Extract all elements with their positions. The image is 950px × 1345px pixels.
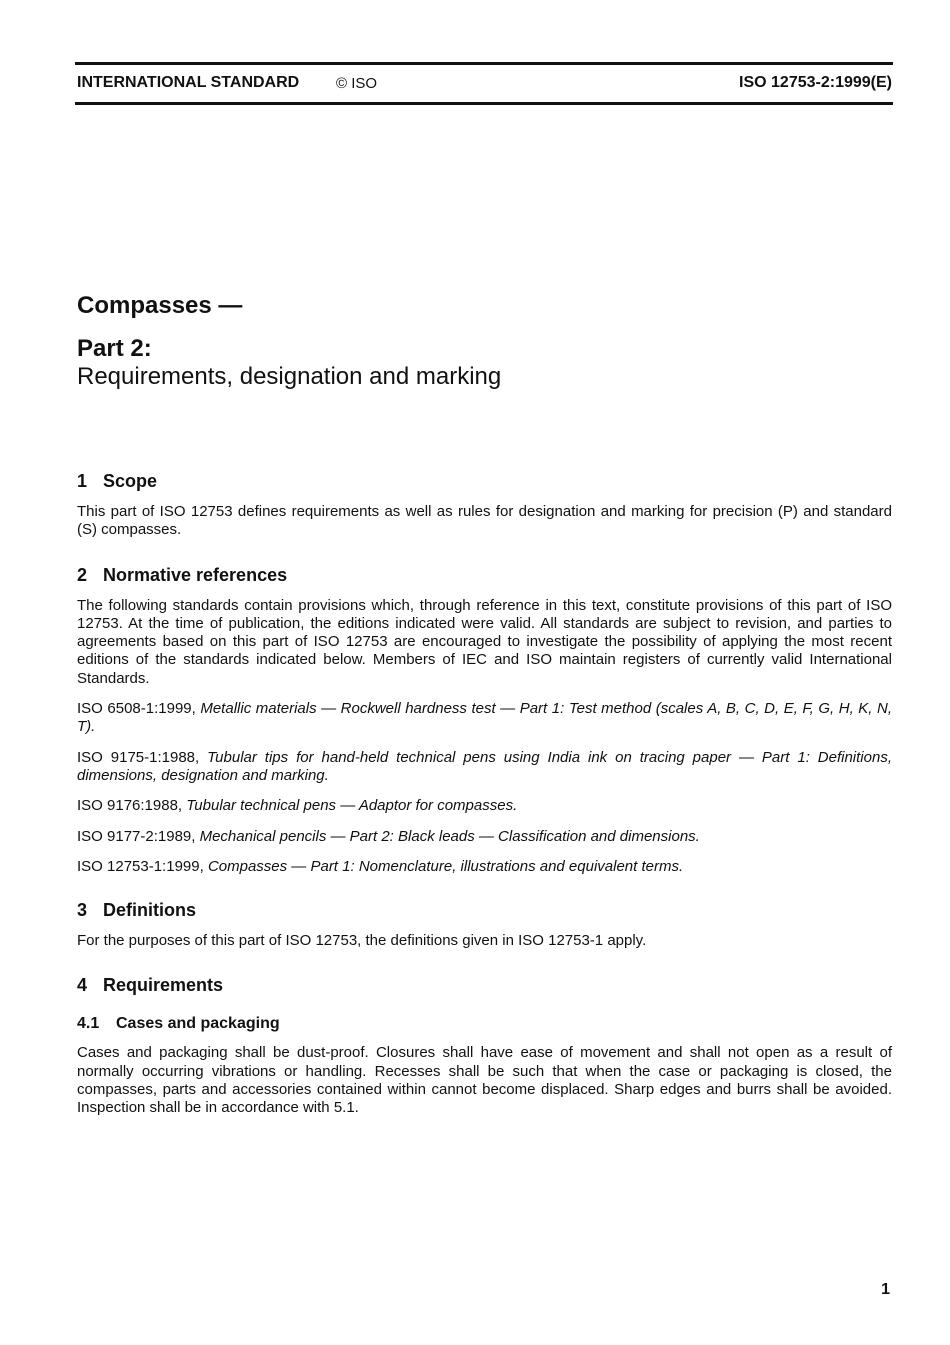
section-title: Requirements — [103, 975, 224, 996]
section-title: Definitions — [103, 900, 196, 921]
reference-title: Compasses — Part 1: Nomenclature, illustrations and equivalent terms. — [207, 857, 684, 875]
normative-intro-paragraph: The following standards contain provisions which, through reference in this text, constitute provisions of this part of ISO 12753. At the time of publication, the editions indicated were valid. All standards are subject to revision, and parties to agreements based on this part of ISO 12753 are encouraged to investigate the possibility of applying the most recent editions of the standards indicated below. Members of IEC and ISO maintain registers of currently valid International Standards. — [77, 596, 892, 687]
document-part: Part 2: — [77, 335, 152, 362]
reference-id: ISO 6508-1:1999, — [77, 700, 201, 718]
page-number: 1 — [881, 1281, 890, 1298]
reference-id: ISO 12753-1:1999, — [77, 857, 208, 875]
section-number: 3 — [77, 900, 88, 921]
subsection-heading-cases-packaging — [77, 1014, 892, 1034]
reference-title: Tubular technical pens — Adaptor for compasses. — [186, 797, 518, 815]
page-header — [77, 74, 892, 94]
section-title: Scope — [103, 471, 158, 491]
section-heading-scope — [77, 470, 892, 492]
reference-item — [77, 700, 892, 737]
reference-item — [77, 749, 892, 786]
reference-title: Mechanical pencils — Part 2: Black leads — Classification and dimensions. — [199, 827, 700, 845]
document-title: Compasses — — [77, 292, 243, 319]
section-heading-requirements — [77, 974, 892, 996]
section-number: 4 — [77, 975, 88, 996]
section-number: 1 — [77, 471, 88, 491]
reference-id: ISO 9177-2:1989, — [77, 827, 200, 845]
section-title: Normative references — [103, 564, 288, 585]
reference-title: Metallic materials — Rockwell hardness test — Part 1: Test method (scales A, B, C, D, E, F, G, H, K, N, T). — [77, 700, 892, 736]
reference-item — [77, 828, 892, 846]
reference-item — [77, 858, 892, 876]
header-top-rule — [75, 62, 893, 65]
subsection-title: Cases and packaging — [116, 1015, 280, 1033]
section-heading-normative-references — [77, 564, 892, 586]
section-heading-definitions — [77, 899, 892, 921]
reference-id: ISO 9175-1:1988, — [77, 748, 208, 766]
reference-title: Tubular tips for hand-held technical pens using India ink on tracing paper — Part 1: Definitions, dimensions, designation and marking. — [77, 748, 892, 784]
header-copyright: © ISO — [336, 75, 378, 92]
header-standard-label: INTERNATIONAL STANDARD — [77, 74, 300, 91]
reference-item — [77, 797, 892, 815]
section-number: 2 — [77, 564, 88, 585]
cases-packaging-paragraph: Cases and packaging shall be dust-proof. Closures shall have ease of movement and shall not open as a result of normally occurring vibrations or handling. Recesses shall be such that when the case or packaging is closed, the compasses, parts and accessories contained within cannot become displaced. Sharp edges and burrs shall be avoided. Inspection shall be in accordance with 5.1. — [77, 1044, 892, 1117]
document-body — [77, 470, 892, 1118]
header-bottom-rule — [75, 102, 893, 105]
reference-id: ISO 9176:1988, — [77, 797, 187, 815]
definitions-paragraph: For the purposes of this part of ISO 12753, the definitions given in ISO 12753-1 apply. — [77, 932, 647, 950]
scope-paragraph: This part of ISO 12753 defines requirements as well as rules for designation and marking for precision (P) and standard (S) compasses. — [77, 503, 892, 539]
document-subtitle: Requirements, designation and marking — [77, 363, 502, 390]
header-document-number: ISO 12753-2:1999(E) — [739, 74, 892, 91]
subsection-number: 4.1 — [77, 1015, 100, 1033]
